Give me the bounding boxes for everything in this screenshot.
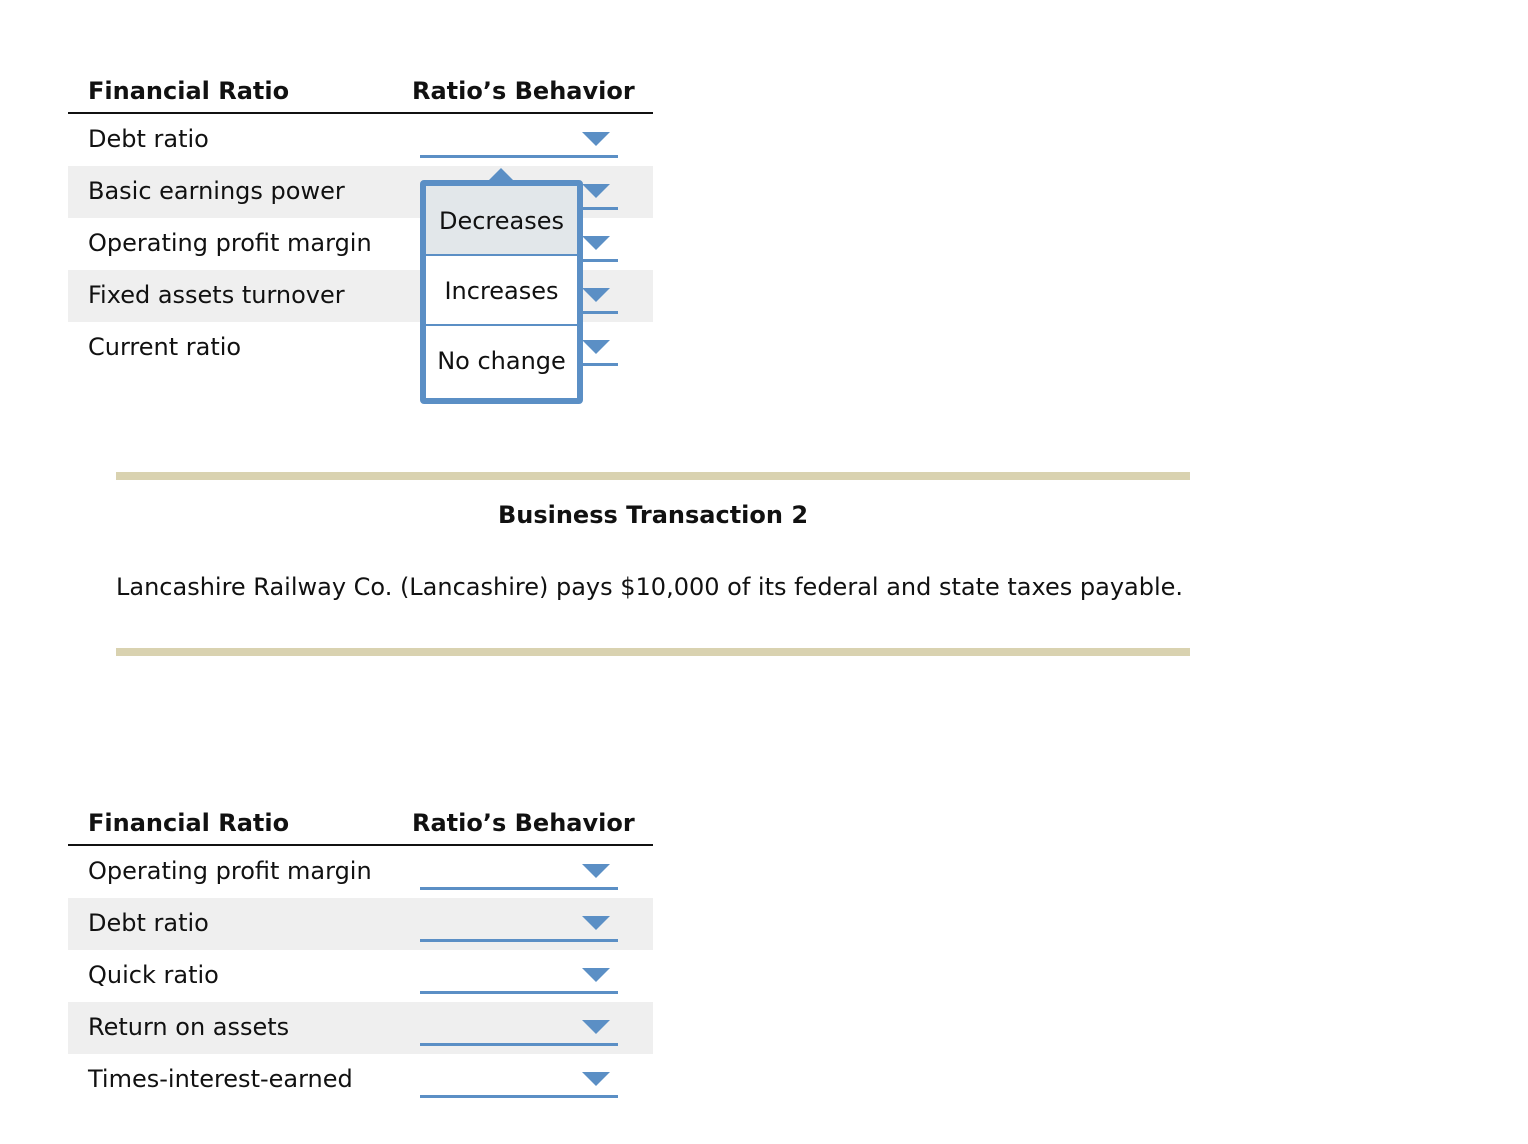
table-row (68, 846, 653, 898)
behavior-select[interactable] (420, 114, 618, 158)
chevron-down-icon[interactable] (582, 184, 610, 198)
chevron-down-icon[interactable] (582, 1072, 610, 1086)
row-label: Return on assets (88, 1013, 290, 1041)
transaction-description: Lancashire Railway Co. (Lancashire) pays $10,000 of its federal and state taxes payable. (116, 573, 1184, 601)
table-header (68, 66, 653, 114)
chevron-down-icon[interactable] (582, 968, 610, 982)
chevron-down-icon[interactable] (582, 864, 610, 878)
behavior-select[interactable] (420, 846, 618, 890)
table-header (68, 798, 653, 846)
row-label: Current ratio (88, 333, 242, 361)
chevron-down-icon[interactable] (582, 288, 610, 302)
table-row (68, 1054, 653, 1106)
behavior-select[interactable] (420, 1002, 618, 1046)
table-row (68, 950, 653, 1002)
transaction-title: Business Transaction 2 (497, 501, 809, 529)
row-label: Fixed assets turnover (88, 281, 345, 309)
chevron-down-icon[interactable] (582, 340, 610, 354)
behavior-select[interactable] (420, 1054, 618, 1098)
option-no-change[interactable]: No change (437, 347, 566, 375)
table-row (68, 114, 653, 166)
dropdown-pointer (488, 168, 514, 181)
header-financial-ratio: Financial Ratio (88, 77, 290, 105)
behavior-dropdown-menu[interactable] (420, 180, 583, 404)
chevron-down-icon[interactable] (582, 132, 610, 146)
header-ratios-behavior: Ratio’s Behavior (412, 809, 635, 837)
header-financial-ratio: Financial Ratio (88, 809, 290, 837)
ratio-table-2 (68, 798, 653, 1106)
chevron-down-icon[interactable] (582, 236, 610, 250)
chevron-down-icon[interactable] (582, 1020, 610, 1034)
chevron-down-icon[interactable] (582, 916, 610, 930)
divider-bottom (116, 648, 1190, 656)
divider-top (116, 472, 1190, 480)
row-label: Quick ratio (88, 961, 219, 989)
header-ratios-behavior: Ratio’s Behavior (412, 77, 635, 105)
row-label: Debt ratio (88, 125, 209, 153)
row-label: Debt ratio (88, 909, 209, 937)
row-label: Operating profit margin (88, 857, 372, 885)
row-label: Times-interest-earned (88, 1065, 353, 1093)
table-row (68, 1002, 653, 1054)
table-row (68, 898, 653, 950)
option-increases[interactable]: Increases (426, 256, 577, 326)
row-label: Operating profit margin (88, 229, 372, 257)
behavior-select[interactable] (420, 898, 618, 942)
option-decreases[interactable]: Decreases (426, 186, 577, 256)
row-label: Basic earnings power (88, 177, 345, 205)
behavior-select[interactable] (420, 950, 618, 994)
